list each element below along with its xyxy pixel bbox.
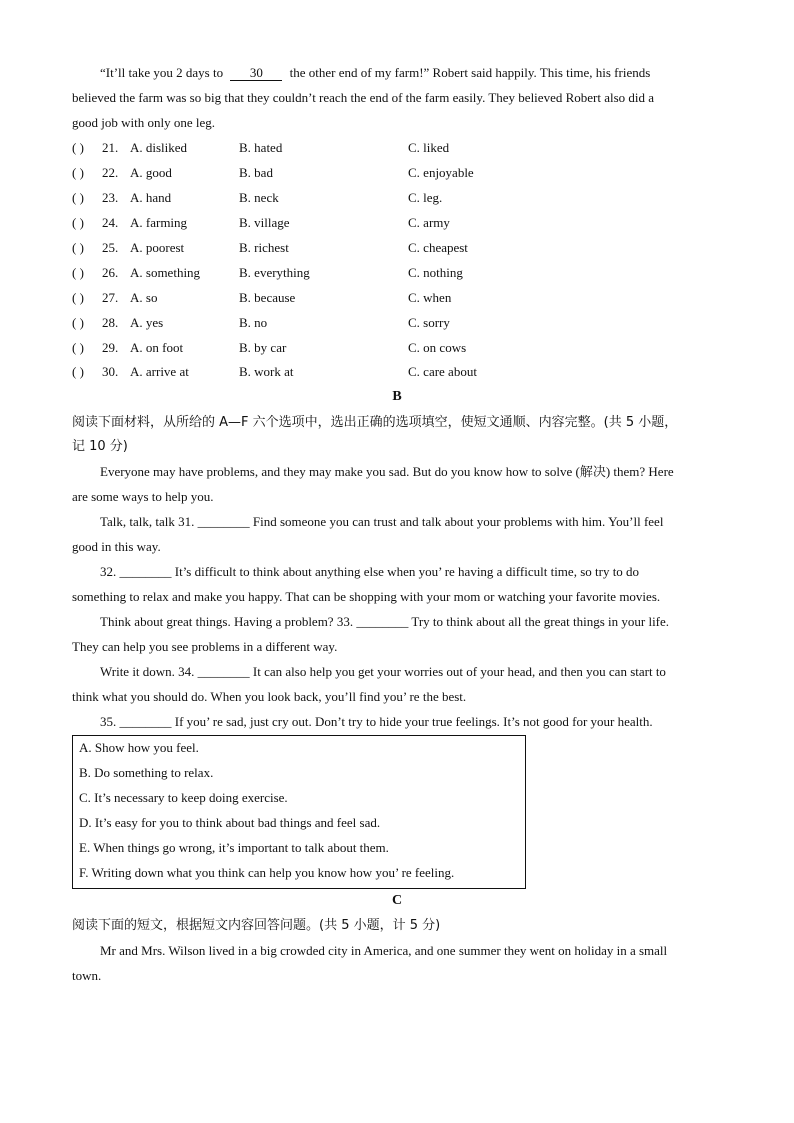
section-b-text-line: something to relax and make you happy. That can be shopping with your mom or watching your favorite movies. (72, 589, 661, 604)
option-c: C. enjoyable (408, 165, 474, 180)
answer-parenthesis: ( ) (72, 315, 84, 330)
option-b: B. by car (239, 340, 287, 355)
option-b: B. no (239, 315, 268, 330)
option-c: C. liked (408, 140, 450, 155)
answer-parenthesis: ( ) (72, 340, 84, 355)
option-item: D. It’s easy for you to think about bad things and feel sad. (79, 815, 381, 830)
option-b: B. village (239, 215, 290, 230)
option-c: C. army (408, 215, 450, 230)
option-c: C. leg. (408, 190, 443, 205)
answer-parenthesis: ( ) (72, 364, 84, 379)
section-b-text-line: are some ways to help you. (72, 489, 214, 504)
section-c-text-line: town. (72, 968, 102, 983)
section-c-text-line: Mr and Mrs. Wilson lived in a big crowded city in America, and one summer they went on holiday in a small (100, 943, 668, 958)
answer-parenthesis: ( ) (72, 215, 84, 230)
answer-parenthesis: ( ) (72, 190, 84, 205)
option-a: A. arrive at (130, 364, 189, 379)
options-box (72, 735, 526, 889)
section-c-instruction: 阅读下面的短文，根据短文内容回答问题。(共 5 小题，计 5 分) (72, 918, 441, 933)
option-c: C. on cows (408, 340, 467, 355)
option-a: A. yes (130, 315, 164, 330)
question-row (72, 238, 722, 258)
section-b-text-line: Write it down. 34. ________ It can also help you get your worries out of your head, and then you can start to (100, 664, 666, 679)
option-item: A. Show how you feel. (79, 740, 199, 755)
question-number: 24. (102, 215, 119, 230)
question-number: 25. (102, 240, 119, 255)
question-number: 28. (102, 315, 119, 330)
section-b-text-line: 32. ________ It’s difficult to think about anything else when you’ re having a difficult time, so try to do (100, 564, 640, 579)
section-b-text-line: good in this way. (72, 539, 161, 554)
option-a: A. so (130, 290, 158, 305)
option-c: C. sorry (408, 315, 450, 330)
option-item: F. Writing down what you think can help you know how you’ re feeling. (79, 865, 455, 880)
passage-a-line-2: believed the farm was so big that they couldn’t reach the end of the farm easily. They believed Robert also did a (72, 90, 655, 105)
question-number: 23. (102, 190, 119, 205)
option-c: C. nothing (408, 265, 463, 280)
question-number: 22. (102, 165, 119, 180)
question-number: 27. (102, 290, 119, 305)
option-a: A. hand (130, 190, 172, 205)
question-row (72, 263, 722, 283)
section-b-instruction-line-2: 记 10 分) (72, 439, 128, 454)
answer-parenthesis: ( ) (72, 265, 84, 280)
option-a: A. something (130, 265, 201, 280)
answer-parenthesis: ( ) (72, 165, 84, 180)
passage-a-line-1-post: the other end of my farm!” Robert said happily. This time, his friends (289, 65, 651, 80)
answer-parenthesis: ( ) (72, 240, 84, 255)
section-b-text-line: think what you should do. When you look back, you’ll find you’ re the best. (72, 689, 467, 704)
answer-parenthesis: ( ) (72, 140, 84, 155)
question-row (72, 163, 722, 183)
option-b: B. richest (239, 240, 289, 255)
option-a: A. poorest (130, 240, 185, 255)
option-a: A. good (130, 165, 172, 180)
section-c-heading: C (391, 893, 403, 908)
question-number: 26. (102, 265, 119, 280)
option-a: A. disliked (130, 140, 188, 155)
option-item: C. It’s necessary to keep doing exercise. (79, 790, 288, 805)
section-b-text-line: 35. ________ If you’ re sad, just cry out. Don’t try to hide your true feelings. It’s not good for your health. (100, 714, 653, 729)
option-b: B. everything (239, 265, 310, 280)
option-b: B. bad (239, 165, 273, 180)
section-b-text-line: Talk, talk, talk 31. ________ Find someone you can trust and talk about your problems with him. You’ll feel (100, 514, 664, 529)
question-row (72, 313, 722, 333)
section-b-text-line: Everyone may have problems, and they may make you sad. But do you know how to solve (解决) them? Here (100, 464, 674, 479)
section-b-heading: B (392, 389, 402, 404)
option-a: A. on foot (130, 340, 184, 355)
question-number: 29. (102, 340, 119, 355)
question-row (72, 338, 722, 358)
section-b-text-line: Think about great things. Having a problem? 33. ________ Try to think about all the great things in your life. (100, 614, 670, 629)
option-item: E. When things go wrong, it’s important to talk about them. (79, 840, 389, 855)
option-c: C. care about (408, 364, 477, 379)
option-b: B. neck (239, 190, 279, 205)
passage-a-line-1-pre: “It’ll take you 2 days to (100, 65, 224, 80)
option-a: A. farming (130, 215, 188, 230)
option-b: B. work at (239, 364, 294, 379)
passage-a-line-3: good job with only one leg. (72, 115, 215, 130)
passage-a-line-1 (100, 63, 750, 83)
question-row (72, 288, 722, 308)
option-c: C. when (408, 290, 452, 305)
option-item: B. Do something to relax. (79, 765, 214, 780)
section-b-instruction-line-1: 阅读下面材料，从所给的 A—F 六个选项中，选出正确的选项填空，使短文通顺、内容完整。(共 5 小题， (72, 415, 678, 430)
question-row (72, 213, 722, 233)
section-b-text-line: They can help you see problems in a different way. (72, 639, 338, 654)
answer-blank-30: 30 (230, 65, 282, 81)
question-number: 30. (102, 364, 119, 379)
option-c: C. cheapest (408, 240, 468, 255)
question-row (72, 188, 722, 208)
question-row (72, 138, 722, 158)
option-b: B. because (239, 290, 296, 305)
answer-parenthesis: ( ) (72, 290, 84, 305)
question-number: 21. (102, 140, 119, 155)
question-row (72, 362, 722, 382)
option-b: B. hated (239, 140, 283, 155)
